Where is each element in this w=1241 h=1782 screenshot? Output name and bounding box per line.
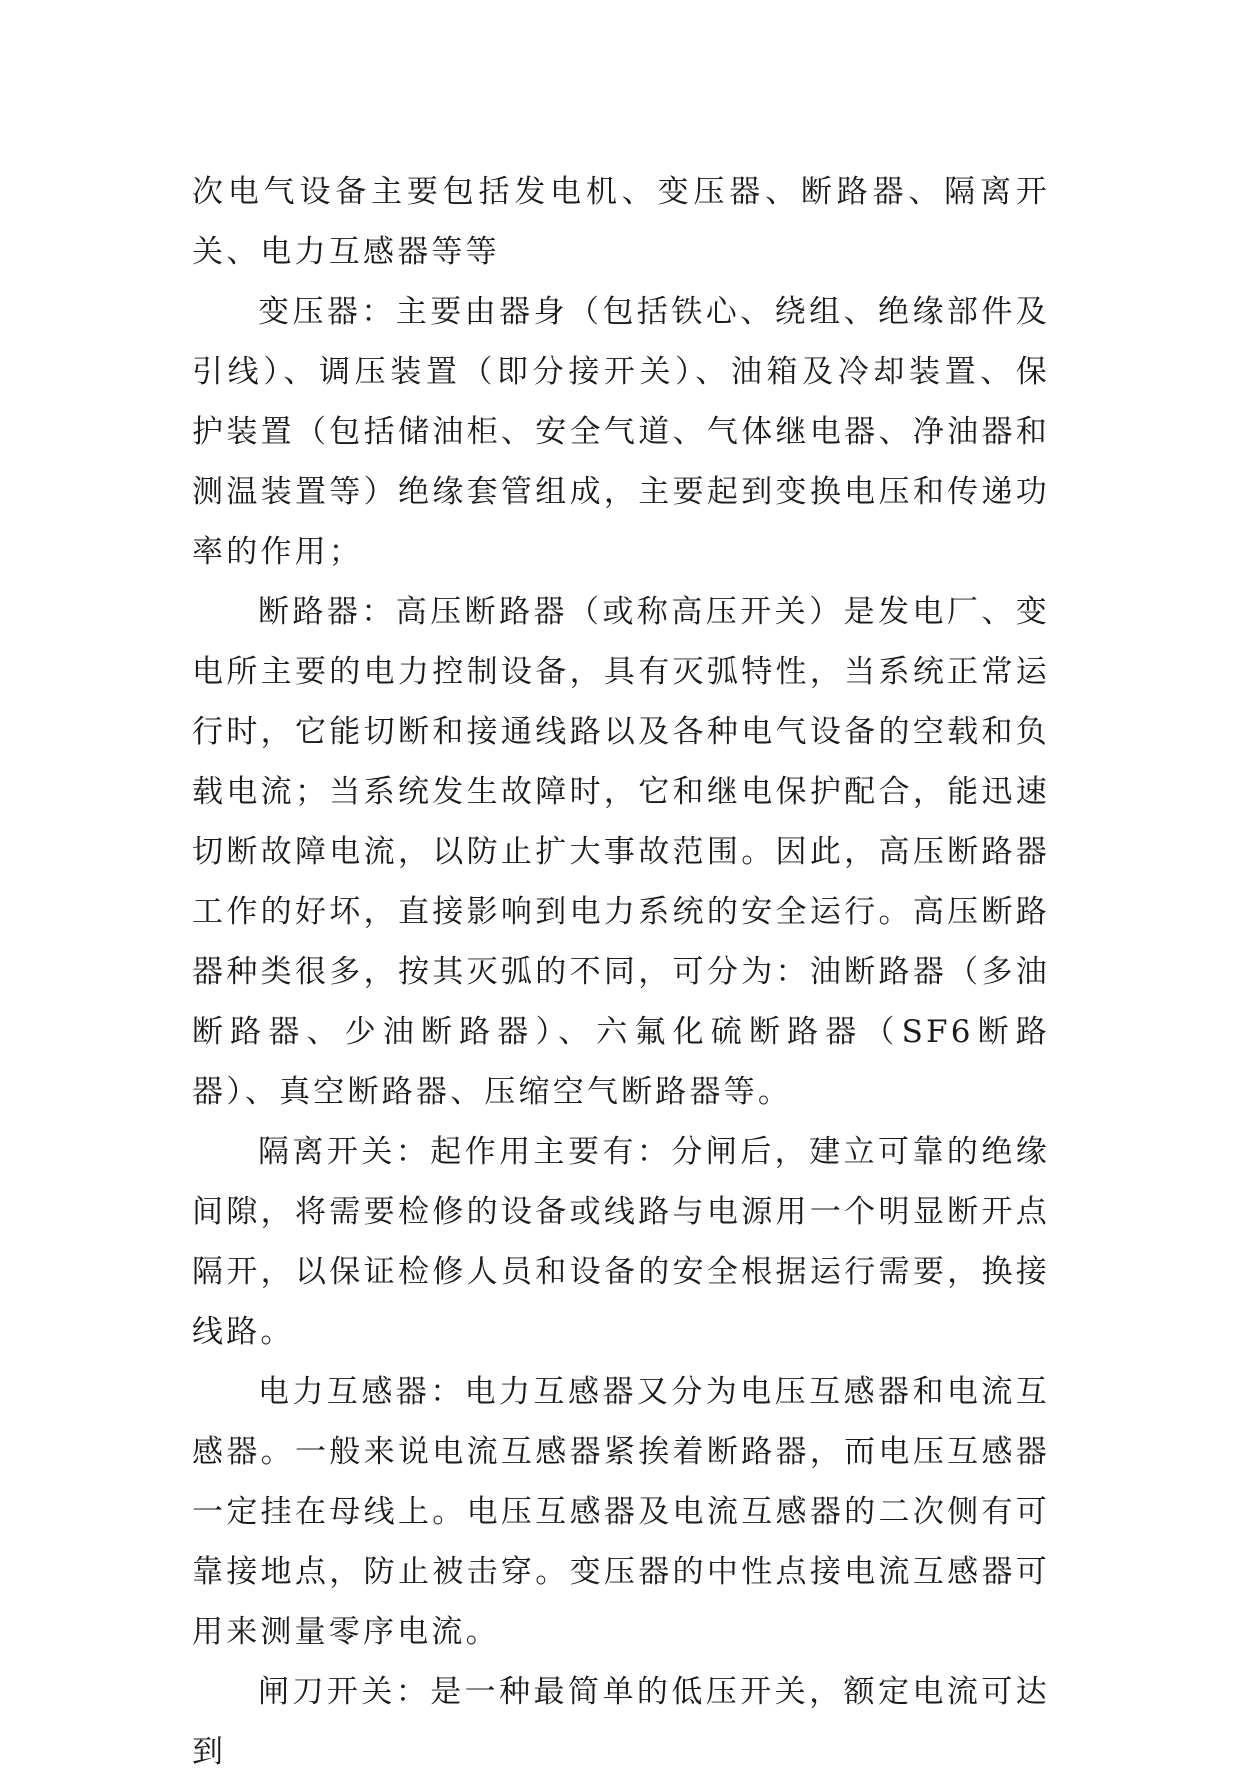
paragraph-disconnect-switch: 隔离开关：起作用主要有：分闸后，建立可靠的绝缘间隙，将需要检修的设备或线路与电源用一个明显断开点隔开，以保证检修人员和设备的安全根据运行需要，换接线路。 bbox=[192, 1134, 1050, 1350]
paragraph-knife-switch: 闸刀开关：是一种最简单的低压开关，额定电流可达到 bbox=[192, 1674, 1050, 1770]
paragraph-equipment-list: 次电气设备主要包括发电机、变压器、断路器、隔离开关、电力互感器等等 bbox=[192, 174, 1050, 270]
paragraph-circuit-breaker: 断路器：高压断路器（或称高压开关）是发电厂、变电所主要的电力控制设备，具有灭弧特性，当系统正常运行时，它能切断和接通线路以及各种电气设备的空载和负载电流；当系统发生故障时，它和继电保护配合，能迅速切断故障电流，以防止扩大事故范围。因此，高压断路器工作的好坏，直接影响到电力系统的安全运行。高压断路器种类很多，按其灭弧的不同，可分为：油断路器（多油断路器、少油断路器）、六氟化硫断路器（SF6断路器）、真空断路器、压缩空气断路器等。 bbox=[192, 594, 1050, 1110]
paragraph-transformer: 变压器：主要由器身（包括铁心、绕组、绝缘部件及引线）、调压装置（即分接开关）、油箱及冷却装置、保护装置（包括储油柜、安全气道、气体继电器、净油器和测温装置等）绝缘套管组成，主要起到变换电压和传递功率的作用； bbox=[192, 294, 1050, 570]
paragraph-instrument-transformer: 电力互感器：电力互感器又分为电压互感器和电流互感器。一般来说电流互感器紧挨着断路器，而电压互感器一定挂在母线上。电压互感器及电流互感器的二次侧有可靠接地点，防止被击穿。变压器的中性点接电流互感器可用来测量零序电流。 bbox=[192, 1374, 1050, 1650]
document-body bbox=[192, 162, 1050, 1782]
